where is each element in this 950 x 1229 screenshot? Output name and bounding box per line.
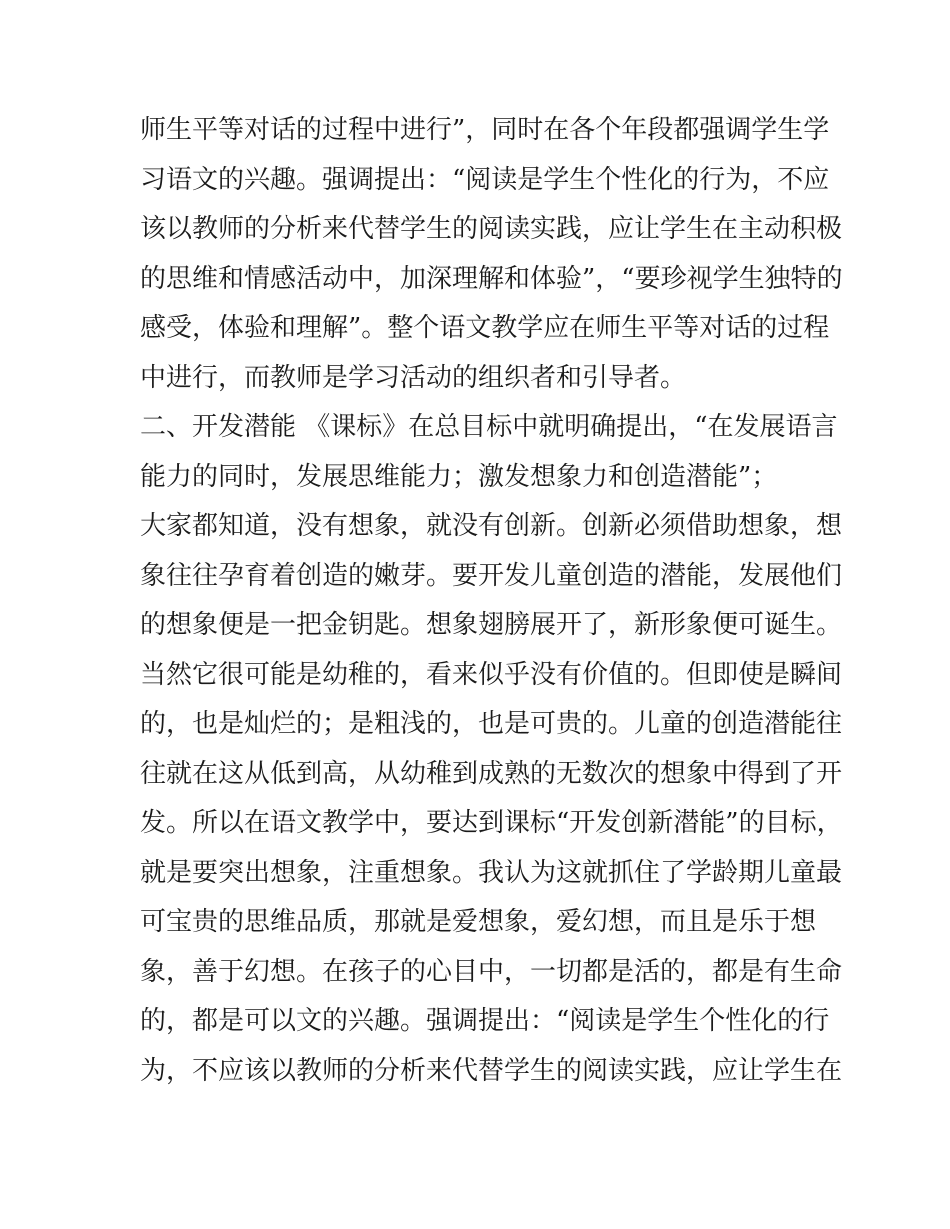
text-line: 象，善于幻想。在孩子的心目中，一切都是活的，都是有生命 (140, 956, 843, 987)
text-line: 师生平等对话的过程中进行”，同时在各个年段都强调学生学 (140, 115, 830, 145)
text-line: 习语文的兴趣。强调提出：“阅读是学生个性化的行为，不应 (140, 164, 830, 195)
text-line: 该以教师的分析来代替学生的阅读实践，应让学生在主动积极 (140, 214, 843, 244)
text-line: 感受，体验和理解”。整个语文教学应在师生平等对话的过程 (140, 313, 830, 343)
text-line: 往就在这从低到高，从幼稚到成熟的无数次的想象中得到了开 (140, 758, 843, 789)
text-line: 可宝贵的思维品质，那就是爱想象，爱幻想，而且是乐于想 (140, 907, 817, 937)
section-heading-line: 二、开发潜能 《课标》在总目标中就明确提出，“在发展语言 (140, 412, 838, 442)
text-line: 的想象便是一把金钥匙。想象翅膀展开了，新形象便可诞生。 (140, 610, 843, 640)
text-line: 发。所以在语文教学中，要达到课标“开发创新潜能”的目标， (140, 808, 843, 838)
text-line: 象往往孕育着创造的嫩芽。要开发儿童创造的潜能，发展他们 (140, 560, 843, 591)
text-line: 为，不应该以教师的分析来代替学生的阅读实践，应让学生在 (140, 1055, 843, 1086)
text-line: 的思维和情感活动中，加深理解和体验”，“要珍视学生独特的 (140, 263, 843, 294)
text-line: 的，都是可以文的兴趣。强调提出：“阅读是学生个性化的行 (140, 1006, 830, 1036)
text-line: 能力的同时，发展思维能力；激发想象力和创造潜能”； (140, 461, 778, 492)
text-line: 的，也是灿烂的；是粗浅的，也是可贵的。儿童的创造潜能往 (140, 709, 843, 739)
text-line: 中进行，而教师是学习活动的组织者和引导者。 (140, 362, 687, 393)
text-line: 大家都知道，没有想象，就没有创新。创新必须借助想象，想 (140, 511, 843, 541)
text-line: 就是要突出想象，注重想象。我认为这就抓住了学龄期儿童最 (140, 857, 843, 888)
body-text (140, 106, 843, 1096)
text-line: 当然它很可能是幼稚的，看来似乎没有价值的。但即使是瞬间 (140, 659, 843, 690)
